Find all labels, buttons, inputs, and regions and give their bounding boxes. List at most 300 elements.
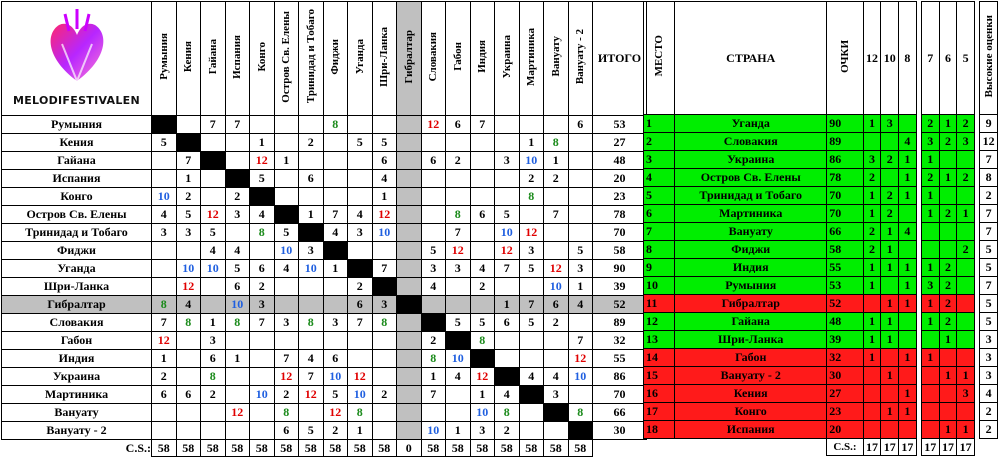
matrix-cell: 8 [519,188,544,206]
ranking-cs-row [644,439,998,456]
matrix-row [2,116,647,134]
ranking-score-5 [957,403,975,421]
matrix-cell [152,116,177,134]
matrix-cell [323,134,348,152]
matrix-cell [544,116,569,134]
matrix-cell: 2 [176,188,201,206]
ranking-score-5 [957,277,975,295]
matrix-cell: 1 [323,260,348,278]
ranking-row [644,295,998,313]
matrix-cell [568,422,593,440]
matrix-column-header: Словакия [421,2,446,116]
matrix-cell: 1 [495,296,520,314]
ranking-score-5: 1 [957,367,975,385]
matrix-cell [470,224,495,242]
matrix-cell [201,134,226,152]
matrix-cell [397,404,422,422]
matrix-row-country: Мартиника [2,386,152,404]
matrix-cell [568,206,593,224]
matrix-cell [348,242,373,260]
matrix-column-header: Тринидад и Тобаго [299,2,324,116]
matrix-cell [397,350,422,368]
ranking-score-8: 1 [899,259,917,277]
cs-value: 17 [881,439,899,456]
matrix-cell [176,116,201,134]
matrix-row [2,170,647,188]
matrix-row-total: 86 [593,368,647,386]
matrix-cell: 7 [568,332,593,350]
matrix-cell: 7 [519,296,544,314]
matrix-cell: 1 [201,314,226,332]
ranking-score-10: 1 [881,331,899,349]
matrix-cell: 8 [274,404,299,422]
ranking-high-scores: 4 [980,385,998,403]
matrix-row-country: Кения [2,134,152,152]
ranking-place: 5 [644,187,675,205]
ranking-score-8 [899,313,917,331]
matrix-cell [299,296,324,314]
matrix-cell [446,404,471,422]
matrix-cell: 4 [152,206,177,224]
ranking-place: 14 [644,349,675,367]
ranking-country: Словакия [675,133,827,151]
ranking-row [644,385,998,403]
matrix-cell: 8 [152,296,177,314]
matrix-cell [225,386,250,404]
ranking-score-12: 1 [863,313,881,331]
ranking-points: 70 [827,187,863,205]
matrix-cell [372,242,397,260]
ranking-points: 53 [827,277,863,295]
matrix-cell [299,224,324,242]
matrix-row-total: 55 [593,350,647,368]
ranking-score-8: 1 [899,295,917,313]
ranking-score-6: 1 [939,367,957,385]
ranking-score-7 [921,223,939,241]
ranking-row [644,403,998,421]
ranking-score-5 [957,313,975,331]
ranking-score-5 [957,223,975,241]
ranking-score-8: 1 [899,151,917,169]
matrix-cell: 1 [225,350,250,368]
matrix-cell [323,170,348,188]
matrix-cell [544,350,569,368]
matrix-cell [250,188,275,206]
matrix-cell: 10 [568,368,593,386]
matrix-cell: 7 [299,368,324,386]
matrix-row [2,278,647,296]
matrix-cell: 4 [323,224,348,242]
ranking-row [644,349,998,367]
matrix-cell: 4 [519,368,544,386]
matrix-column-header: Индия [470,2,495,116]
matrix-cell: 7 [495,260,520,278]
ranking-score-5 [957,151,975,169]
ranking-row [644,133,998,151]
cs-value: 58 [568,440,593,457]
ranking-place: 12 [644,313,675,331]
matrix-cell [470,134,495,152]
matrix-cell: 10 [250,386,275,404]
ranking-points: 58 [827,241,863,259]
matrix-column-header: Вануату [544,2,569,116]
matrix-cell: 10 [421,422,446,440]
matrix-cell [397,224,422,242]
matrix-cell [152,422,177,440]
ranking-place: 18 [644,421,675,439]
matrix-row [2,422,647,440]
matrix-cell [299,278,324,296]
cs-label: C.S.: [827,439,863,456]
matrix-cell: 7 [176,152,201,170]
matrix-cell [299,188,324,206]
matrix-cell: 8 [568,404,593,422]
ranking-score-8: 1 [899,349,917,367]
matrix-cell: 3 [348,224,373,242]
matrix-cell [397,296,422,314]
ranking-score-8: 1 [899,385,917,403]
matrix-cell [152,278,177,296]
matrix-cell [495,278,520,296]
ranking-score-8 [899,115,917,133]
matrix-cell [421,134,446,152]
matrix-cell [519,278,544,296]
ranking-score-10: 1 [881,295,899,313]
cs-value: 58 [544,440,569,457]
ranking-row [644,187,998,205]
matrix-cell: 8 [299,314,324,332]
ranking-score-5: 3 [957,133,975,151]
cs-value: 58 [348,440,373,457]
matrix-cell [421,296,446,314]
matrix-cell [568,134,593,152]
matrix-cell [152,404,177,422]
matrix-cell [421,404,446,422]
matrix-cell: 10 [299,260,324,278]
matrix-cell: 1 [250,134,275,152]
matrix-cell: 2 [152,368,177,386]
matrix-cell: 5 [495,206,520,224]
ranking-score-12: 2 [863,241,881,259]
matrix-cell: 7 [201,116,226,134]
matrix-cell [176,332,201,350]
matrix-cell [519,206,544,224]
ranking-score-6: 1 [939,115,957,133]
matrix-cell: 8 [250,224,275,242]
ranking-row [644,223,998,241]
ranking-score-12: 2 [863,169,881,187]
matrix-row-country: Индия [2,350,152,368]
cs-value: 58 [421,440,446,457]
matrix-cell: 3 [446,260,471,278]
ranking-country: Гайана [675,313,827,331]
score-10-header: 10 [881,2,899,115]
matrix-cell: 2 [544,314,569,332]
matrix-cell [274,134,299,152]
matrix-cell [274,116,299,134]
ranking-country: Остров Св. Елены [675,169,827,187]
matrix-cell: 6 [299,170,324,188]
matrix-cell: 5 [421,242,446,260]
ranking-score-10 [881,385,899,403]
matrix-cell [152,260,177,278]
ranking-country: Конго [675,403,827,421]
ranking-points: 78 [827,169,863,187]
matrix-row [2,152,647,170]
cs-value: 58 [201,440,226,457]
ranking-place: 3 [644,151,675,169]
matrix-row [2,188,647,206]
matrix-cell: 10 [446,350,471,368]
ranking-score-7: 1 [921,205,939,223]
matrix-cell: 3 [519,242,544,260]
matrix-cell: 7 [372,260,397,278]
matrix-cell [323,278,348,296]
matrix-row-country: Габон [2,332,152,350]
ranking-high-scores: 8 [980,169,998,187]
matrix-cell [446,134,471,152]
ranking-score-7: 1 [921,187,939,205]
matrix-cell [397,152,422,170]
ranking-score-7: 2 [921,115,939,133]
cs-value: 17 [863,439,881,456]
ranking-score-10 [881,277,899,295]
ranking-score-6: 2 [939,205,957,223]
matrix-cell: 3 [201,332,226,350]
matrix-cell [152,242,177,260]
matrix-cell: 7 [323,206,348,224]
matrix-cell: 12 [446,242,471,260]
cs-value: 58 [299,440,324,457]
ranking-score-10: 1 [881,313,899,331]
ranking-score-10 [881,421,899,439]
matrix-cell [544,332,569,350]
ranking-country: Уганда [675,115,827,133]
matrix-cell [495,368,520,386]
ranking-place: 10 [644,277,675,295]
matrix-cell [274,188,299,206]
ranking-high-scores: 5 [980,241,998,259]
ranking-score-5: 3 [957,385,975,403]
matrix-cell: 2 [495,422,520,440]
matrix-cell [470,188,495,206]
ranking-score-8 [899,421,917,439]
matrix-cell: 6 [250,260,275,278]
matrix-cell [372,350,397,368]
matrix-cell: 8 [421,350,446,368]
matrix-cell [250,242,275,260]
score-6-header: 6 [939,2,957,115]
ranking-score-7: 3 [921,133,939,151]
matrix-cell [397,242,422,260]
ranking-row [644,259,998,277]
matrix-cell [397,134,422,152]
matrix-cell: 7 [446,224,471,242]
matrix-cell: 8 [446,206,471,224]
ranking-score-6: 2 [939,277,957,295]
matrix-cell [250,332,275,350]
ranking-score-7: 1 [921,349,939,367]
matrix-row-total: 32 [593,332,647,350]
ranking-score-12 [863,403,881,421]
matrix-cell: 7 [152,314,177,332]
ranking-country: Испания [675,421,827,439]
matrix-cell [397,314,422,332]
matrix-header-row [2,2,647,116]
matrix-cell: 5 [201,224,226,242]
matrix-column-header: Украина [495,2,520,116]
matrix-column-header: Уганда [348,2,373,116]
ranking-row [644,331,998,349]
matrix-cell [397,368,422,386]
matrix-cell: 2 [544,170,569,188]
matrix-cell: 3 [152,224,177,242]
matrix-cell [201,422,226,440]
ranking-score-10 [881,169,899,187]
ranking-points: 55 [827,259,863,277]
ranking-country: Мартиника [675,205,827,223]
ranking-country: Румыния [675,277,827,295]
heart-logo-icon [17,9,137,89]
score-8-header: 8 [899,2,917,115]
ranking-score-12: 1 [863,349,881,367]
ranking-score-7 [921,385,939,403]
matrix-cell [323,296,348,314]
matrix-cell: 3 [372,296,397,314]
matrix-cell: 7 [250,314,275,332]
ranking-points: 48 [827,313,863,331]
cs-value: 58 [372,440,397,457]
ranking-country: Гибралтар [675,295,827,313]
matrix-cell: 3 [544,386,569,404]
matrix-row-country: Словакия [2,314,152,332]
ranking-score-10: 1 [881,403,899,421]
matrix-cell: 12 [250,152,275,170]
country-header: СТРАНА [675,2,827,115]
matrix-cell: 12 [568,350,593,368]
ranking-points: 86 [827,151,863,169]
ranking-country: Тринидад и Тобаго [675,187,827,205]
matrix-cell: 4 [470,260,495,278]
matrix-cell: 7 [421,386,446,404]
ranking-score-6: 1 [939,169,957,187]
matrix-cell [544,188,569,206]
matrix-cell: 6 [201,350,226,368]
ranking-header-row [644,2,998,115]
matrix-cell: 8 [176,314,201,332]
matrix-cell: 6 [470,206,495,224]
matrix-cell: 12 [519,224,544,242]
matrix-cell: 1 [519,134,544,152]
matrix-cell [519,116,544,134]
matrix-cell [348,152,373,170]
ranking-place: 16 [644,385,675,403]
matrix-cell: 10 [201,260,226,278]
matrix-cell: 2 [470,278,495,296]
matrix-cell [372,404,397,422]
ranking-score-7: 3 [921,277,939,295]
matrix-cell: 4 [544,368,569,386]
matrix-cell: 1 [274,152,299,170]
matrix-cell [152,170,177,188]
matrix-cell: 7 [544,206,569,224]
matrix-cell: 3 [421,260,446,278]
matrix-cell [201,296,226,314]
matrix-cell [519,422,544,440]
ranking-score-6: 2 [939,295,957,313]
ranking-score-10: 1 [881,241,899,259]
matrix-row-country: Фиджи [2,242,152,260]
ranking-score-8: 1 [899,169,917,187]
matrix-cell [568,152,593,170]
ranking-score-10 [881,349,899,367]
matrix-cell: 5 [348,134,373,152]
ranking-high-scores: 5 [980,259,998,277]
matrix-cell [397,278,422,296]
matrix-cell [421,314,446,332]
matrix-cell: 5 [372,134,397,152]
cs-value: 58 [274,440,299,457]
matrix-cell [348,350,373,368]
ranking-row [644,205,998,223]
matrix-cell: 12 [274,368,299,386]
matrix-cell [495,116,520,134]
place-header: МЕСТО [644,2,675,115]
matrix-cell [446,296,471,314]
matrix-cell: 10 [323,368,348,386]
matrix-row [2,386,647,404]
ranking-place: 1 [644,115,675,133]
matrix-row [2,350,647,368]
matrix-cell [397,386,422,404]
matrix-cell: 8 [544,134,569,152]
matrix-cell: 10 [544,278,569,296]
matrix-cell [495,350,520,368]
matrix-column-header: Мартиника [519,2,544,116]
ranking-place: 15 [644,367,675,385]
total-header: ИТОГО [593,2,647,116]
matrix-cell [348,260,373,278]
matrix-cell: 6 [495,314,520,332]
matrix-cell: 10 [348,386,373,404]
matrix-cell [299,152,324,170]
ranking-high-scores: 3 [980,349,998,367]
matrix-cell [201,152,226,170]
ranking-score-6 [939,187,957,205]
matrix-row-country: Тринидад и Тобаго [2,224,152,242]
matrix-cell [372,332,397,350]
ranking-score-12: 1 [863,277,881,295]
matrix-cell: 2 [225,188,250,206]
matrix-cell: 7 [348,314,373,332]
ranking-row [644,367,998,385]
matrix-cell: 3 [250,296,275,314]
ranking-place: 8 [644,241,675,259]
ranking-score-12 [863,385,881,403]
matrix-cell: 6 [446,116,471,134]
ranking-score-8 [899,367,917,385]
matrix-cell: 6 [176,386,201,404]
cs-value: 58 [250,440,275,457]
ranking-score-5 [957,259,975,277]
matrix-row-country: Румыния [2,116,152,134]
matrix-cell [421,206,446,224]
matrix-cell [201,170,226,188]
matrix-cell: 12 [421,116,446,134]
matrix-cell [397,332,422,350]
ranking-score-12: 1 [863,205,881,223]
ranking-points: 32 [827,349,863,367]
